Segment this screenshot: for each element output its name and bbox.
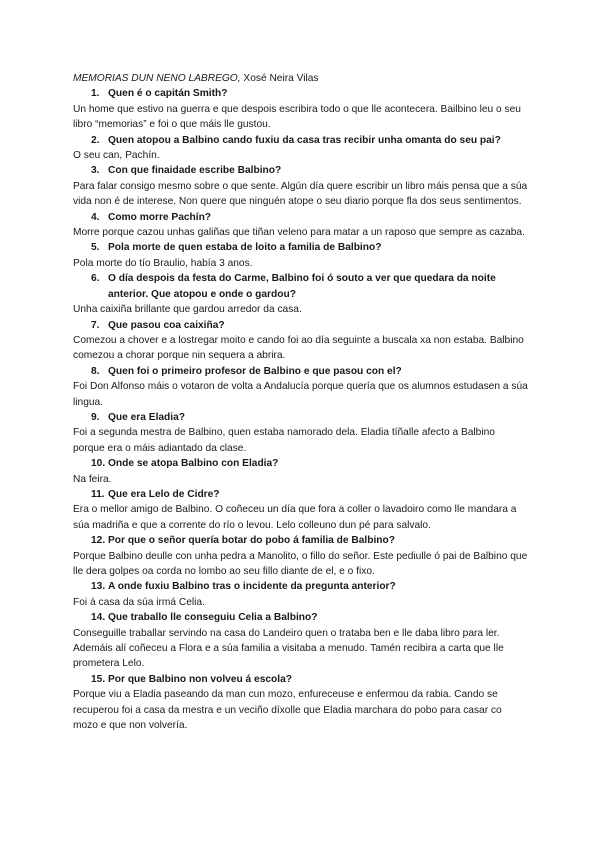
question-number: 13. [91,581,106,593]
answer-text: O seu can, Pachín. [73,150,160,162]
question-number: 2. [91,134,100,146]
question-text: Por que o señor quería botar do pobo á familia de Balbino? [108,535,395,547]
question-number: 7. [91,319,100,331]
question [73,579,528,594]
question [73,533,528,548]
question-list [73,86,528,733]
question [73,133,528,148]
answer-text: Na feira. [73,473,112,485]
answer-text: Era o mellor amigo de Balbino. O coñeceu un día que fora a coller o lavadoiro como lle mandara a súa madriña e que a corrente do río o levou. Lelo colleuno dun pé para salvalo. [73,504,517,531]
question [73,456,528,471]
answer-text: Para falar consigo mesmo sobre o que sente. Algún día quere escribir un libro máis pensa que a súa vida non é de interese. Non quere que ninguén atope o seu diario porque fla dos seus sentimentos. [73,180,528,208]
question-block [73,364,528,410]
question-text: Quen é o capitán Smith? [108,88,228,100]
question-block [73,271,528,317]
book-title: MEMORIAS DUN NENO LABREGO, [73,73,241,84]
question-text: O día despois da festa do Carme, Balbino foi ó souto a ver que quedara da noite anterior. Que atopou e onde o gardou? [108,273,496,300]
question [73,86,528,101]
document-body [73,71,528,733]
answer-text: Porque Balbino deulle con unha pedra a Manolito, o fillo do señor. Este pediulle ó pai de Balbino que lle dera golpes oa corda no lombo ao seu fillo diante de el, e o fixo. [73,550,528,577]
question-text: Onde se atopa Balbino con Eladia? [108,458,279,470]
question [73,672,528,687]
question [73,210,528,225]
question [73,487,528,502]
question-number: 5. [91,242,100,254]
question-text: Por que Balbino non volveu á escola? [108,673,292,685]
question-number: 8. [91,365,100,377]
question [73,610,528,625]
question-number: 4. [91,211,100,223]
question-block [73,410,528,456]
question-block [73,533,528,579]
question-block [73,579,528,610]
question-number: 9. [91,411,100,423]
question-block [73,487,528,533]
question-text: Que era Eladia? [108,411,186,423]
document-heading [73,71,528,86]
answer-text: Foi á casa da súa irmá Celia. [73,596,205,608]
question-block [73,610,528,672]
question-number: 14. [91,612,106,624]
question [73,410,528,425]
question-text: Quen foi o primeiro profesor de Balbino e que pasou con el? [108,365,402,377]
question-number: 11. [91,488,105,500]
question-text: Pola morte de quen estaba de loito a familia de Balbino? [108,242,382,254]
answer-text: Porque viu a Eladia paseando da man cun mozo, enfureceuse e enfermou da rabia. Cando se recuperou foi a casa da mestra e un veciño díxolle que Eladia marchara do pobo para casar co mozo e que non volvería. [73,689,502,732]
answer-text: Morre porque cazou unhas galiñas que tiñan veleno para matar a un raposo que sempre as cazaba. [73,227,525,239]
question-text: Que era Lelo de Cidre? [108,488,220,500]
question-block [73,163,528,209]
answer-text: Foi Don Alfonso máis o votaron de volta a Andalucía porque quería que os alumnos estudasen a súa lingua. [73,381,528,408]
question-text: A onde fuxiu Balbino tras o incidente da pregunta anterior? [108,581,396,593]
question [73,271,528,302]
question-block [73,456,528,487]
question-block [73,318,528,364]
answer-text: Pola morte do tío Braulio, había 3 anos. [73,257,253,269]
question-number: 15. [91,673,106,685]
question-number: 6. [91,273,100,285]
question-number: 12. [91,535,106,547]
question-text: Que pasou coa caixiña? [108,319,225,331]
question-block [73,672,528,734]
answer-text: Comezou a chover e a lostregar moito e cando foi ao día seguinte a buscala xa non estaba. Balbino comezou a chorar porque nin sequera a abrira. [73,334,524,362]
question-block [73,86,528,132]
author-name: Xosé Neira Vilas [240,73,319,84]
question-text: Quen atopou a Balbino cando fuxiu da casa tras recibir unha omanta do seu pai? [108,134,501,146]
question [73,240,528,255]
question-text: Que traballo lle conseguiu Celia a Balbino? [108,612,318,624]
question-number: 3. [91,165,100,177]
question-block [73,240,528,271]
question [73,364,528,379]
question-number: 10. [91,458,106,470]
answer-text: Foi a segunda mestra de Balbino, quen estaba namorado dela. Eladia tíñalle afecto a Balbino porque era o máis adiantado da clase. [73,427,495,454]
question-text: Con que finaidade escribe Balbino? [108,165,282,177]
question-number: 1. [91,88,100,100]
question-block [73,210,528,241]
question-text: Como morre Pachín? [108,211,212,223]
answer-text: Conseguille traballar servindo na casa do Landeiro quen o trataba ben e lle daba libro para ler. Ademáis alí coñeceu a Flora e a súa familia a visitaba a menudo. Tamén recibira a carta que lle prometera Lelo. [73,627,504,670]
answer-text: Unha caixiña brillante que gardou arredor da casa. [73,304,302,316]
question-block [73,133,528,164]
question [73,163,528,178]
question [73,318,528,333]
answer-text: Un home que estivo na guerra e que despois escribira todo o que lle acontecera. Bailbino leu o seu libro “memorias” e foi o que máis lle gustou. [73,103,521,131]
